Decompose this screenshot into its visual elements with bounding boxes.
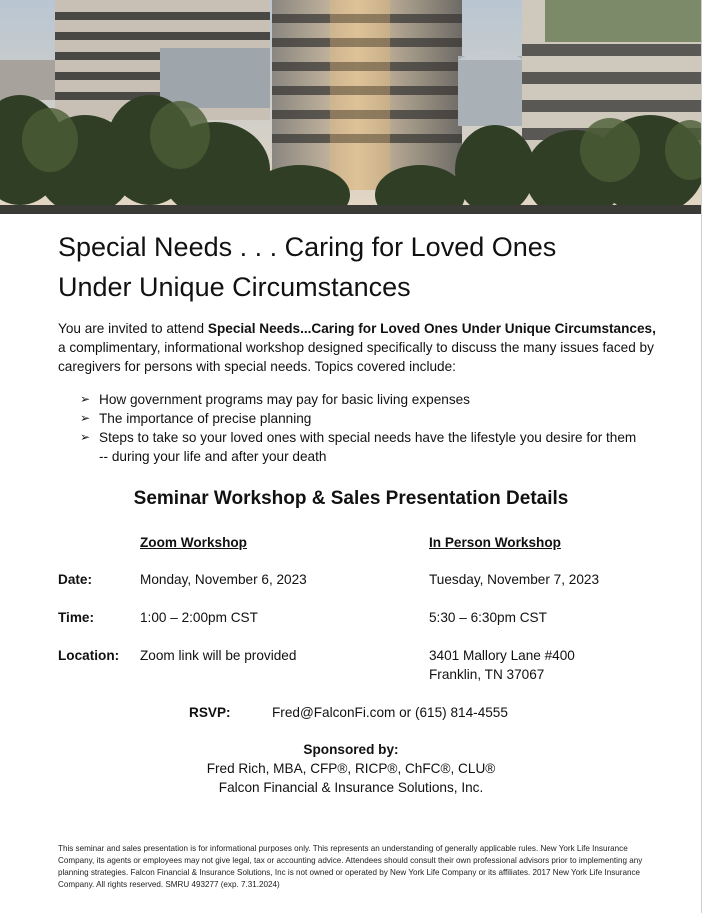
date-label: Date: [58,572,92,587]
rsvp-contact: Fred@FalconFi.com or (615) 814-4555 [272,705,508,720]
sponsor-company: Falcon Financial & Insurance Solutions, Inc. [218,780,484,795]
sponsored-by-heading: Sponsored by: [303,742,399,757]
intro-lead: You are invited to attend [58,321,208,336]
title-line-1: Special Needs . . . Caring for Loved Ones [58,232,557,262]
list-item [80,390,640,409]
inperson-address-line-2: Franklin, TN 37067 [429,667,545,682]
location-label: Location: [58,648,120,663]
zoom-date: Monday, November 6, 2023 [140,572,307,587]
time-label: Time: [58,610,95,625]
arrow-bullet-icon: ➢ [80,392,91,406]
topics-list [80,390,640,466]
intro-event-name: Special Needs...Caring for Loved Ones Under Unique Circumstances, [207,321,656,336]
inperson-address-line-1: 3401 Mallory Lane #400 [429,648,575,663]
list-item [80,409,640,428]
details-title: Seminar Workshop & Sales Presentation Details [133,488,569,509]
list-item [80,428,640,466]
zoom-workshop-heading: Zoom Workshop [140,535,247,550]
office-buildings-illustration [0,0,702,214]
hero-image [0,0,702,214]
intro-rest: a complimentary, informational workshop designed specifically to discuss the many issues faced by caregivers for persons with special needs. Topics covered include: [58,340,654,374]
intro-paragraph [58,319,658,376]
page-title [58,227,678,307]
inperson-workshop-heading: In Person Workshop [429,535,561,550]
inperson-time: 5:30 – 6:30pm CST [429,610,547,625]
topic-text: Steps to take so your loved ones with special needs have the lifestyle you desire for them -- during your life and after your death [99,430,637,464]
arrow-bullet-icon: ➢ [80,430,91,444]
title-line-2: Under Unique Circumstances [58,272,411,302]
disclaimer-text: This seminar and sales presentation is for informational purposes only. This represents an understanding of generally applicable rules. New York Life Insurance Company, its agents or employees may not give legal, tax or accounting advice. Attendees should consult their own professional advisors prior to implementing any planning strategies. Falcon Financial & Insurance Solutions, Inc is not owned or operated by New York Life Company or its affiliates. 2017 New York Life Insurance Company. All rights reserved. SMRU 493277 (exp. 7.31.2024) [58,844,643,889]
rsvp-label: RSVP: [189,705,231,720]
topic-text: The importance of precise planning [99,411,312,426]
arrow-bullet-icon: ➢ [80,411,91,425]
zoom-location: Zoom link will be provided [140,648,297,663]
inperson-date: Tuesday, November 7, 2023 [429,572,600,587]
topic-text: How government programs may pay for basic living expenses [99,392,470,407]
zoom-time: 1:00 – 2:00pm CST [140,610,258,625]
sponsor-name: Fred Rich, MBA, CFP®, RICP®, ChFC®, CLU® [206,761,496,776]
